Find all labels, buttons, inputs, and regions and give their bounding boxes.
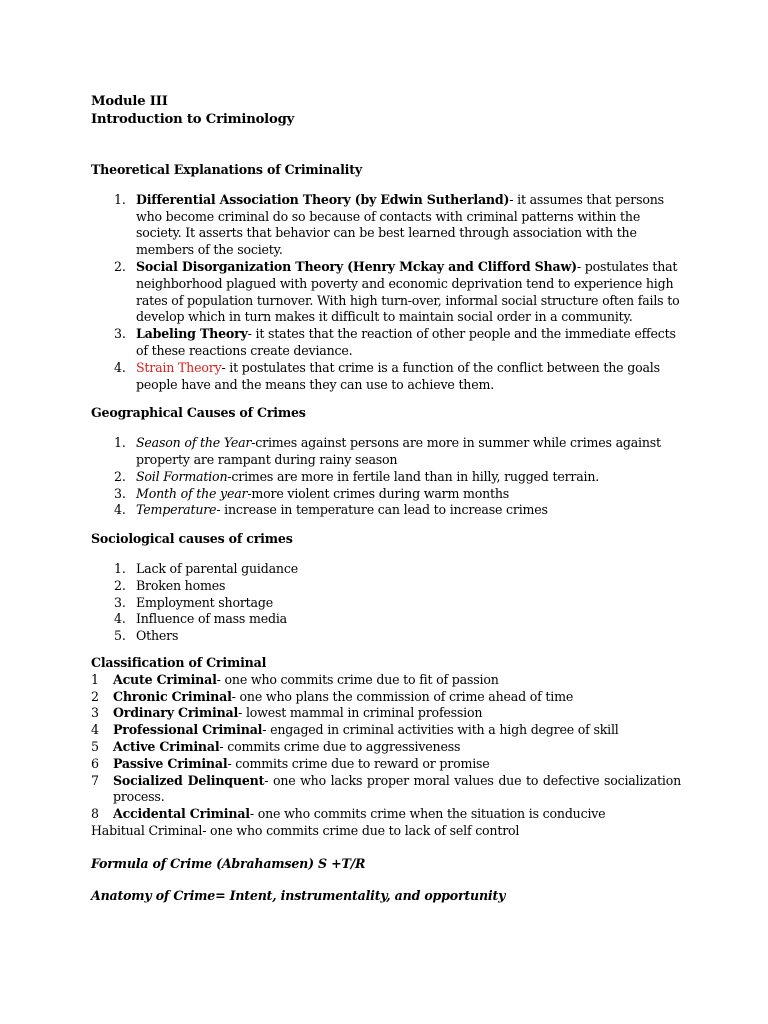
theory-term-highlighted: Strain Theory <box>136 359 222 375</box>
criminal-desc: - one who commits crime when the situation is conducive <box>249 806 606 822</box>
list-item <box>91 360 681 394</box>
item-number: 2. <box>114 258 126 274</box>
cause-term: Soil Formation <box>136 468 228 484</box>
item-number: 4. <box>114 359 126 375</box>
list-item-first-line <box>91 773 681 790</box>
item-number: 3. <box>114 326 126 342</box>
item-number: 4 <box>91 722 99 738</box>
list-item <box>91 806 681 823</box>
item-text: Employment shortage <box>136 594 273 610</box>
item-number: 2. <box>114 577 126 593</box>
item-text: Broken homes <box>136 577 226 593</box>
criminal-desc: - one who plans the commission of crime ahead of time <box>231 688 574 704</box>
theory-term: Social Disorganization Theory ( <box>136 258 353 274</box>
criminal-desc: - one who commits crime due to fit of passion <box>216 671 499 687</box>
list-item <box>91 435 681 469</box>
item-text: Influence of mass media <box>136 611 287 627</box>
criminal-desc: - commits crime due to aggressiveness <box>219 738 461 754</box>
item-number: 1. <box>114 191 126 207</box>
list-item <box>91 628 681 645</box>
criminal-desc: - lowest mammal in criminal profession <box>238 705 483 721</box>
item-number: 5. <box>114 628 126 644</box>
criminal-desc: - one who lacks proper moral values due to defective socialization <box>264 772 682 788</box>
criminal-desc: - engaged in criminal activities with a high degree of skill <box>262 722 619 738</box>
item-text: Lack of parental guidance <box>136 560 298 576</box>
theory-term: Labeling Theory <box>136 326 248 342</box>
list-item <box>91 672 681 689</box>
criminal-type: Accidental Criminal <box>113 806 250 822</box>
item-number: 3. <box>114 594 126 610</box>
list-item <box>91 578 681 595</box>
module-title: Module III <box>91 94 168 109</box>
criminal-type: Socialized Delinquent <box>113 772 265 788</box>
list-item <box>91 326 681 360</box>
criminal-type: Passive Criminal <box>113 755 228 771</box>
item-number: 1. <box>114 435 126 451</box>
criminal-type: Active Criminal <box>113 738 220 754</box>
item-number: 3. <box>114 485 126 501</box>
item-number: 1 <box>91 671 99 687</box>
item-number: 4. <box>114 502 126 518</box>
theory-close: ) <box>503 191 510 207</box>
cause-desc: -crimes against persons are more in summer while crimes against property are rampant during rainy season <box>136 435 661 467</box>
cause-term: Season of the Year <box>136 435 252 451</box>
anatomy-of-crime: Anatomy of Crime= Intent, instrumentality, and opportunity <box>91 888 506 904</box>
list-item <box>91 486 681 503</box>
theory-author: by Edwin Sutherland <box>360 191 504 207</box>
geographical-heading: Geographical Causes of Crimes <box>91 405 306 421</box>
theoretical-heading: Theoretical Explanations of Criminality <box>91 162 362 177</box>
theory-author: Henry Mckay and Clifford Shaw <box>352 258 572 274</box>
list-item <box>91 595 681 612</box>
list-item <box>91 689 681 706</box>
list-item <box>91 773 681 807</box>
criminal-type: Ordinary Criminal <box>113 705 239 721</box>
criminal-type: Professional Criminal <box>113 722 263 738</box>
item-number: 2. <box>114 468 126 484</box>
item-number: 1. <box>114 560 126 576</box>
theory-desc: - it states that the reaction of other people and the immediate effects of these reactions create deviance. <box>136 326 676 358</box>
theory-desc: - it postulates that crime is a function of the conflict between the goals people have and the means they can use to achieve them. <box>136 359 660 392</box>
theory-desc: - postulates that neighborhood plagued with poverty and economic deprivation tend to experience high rates of population turnover. With high turn-over, informal social structure often fails to develop which in turn makes it difficult to maintain social order in a community. <box>136 258 680 325</box>
list-item <box>91 722 681 739</box>
criminal-desc-continued: process. <box>113 789 165 805</box>
item-number: 8 <box>91 806 99 822</box>
theory-list <box>91 192 681 394</box>
list-item <box>91 502 681 519</box>
item-text: Others <box>136 628 179 644</box>
sociological-heading: Sociological causes of crimes <box>91 531 293 547</box>
cause-desc: - increase in temperature can lead to increase crimes <box>216 502 548 518</box>
classification-heading: Classification of Criminal <box>91 654 267 670</box>
list-item <box>91 705 681 722</box>
item-number: 3 <box>91 705 99 721</box>
cause-term: Temperature <box>136 502 217 518</box>
document-title <box>91 93 681 129</box>
item-number: 7 <box>91 772 99 788</box>
subject-title: Introduction to Criminology <box>91 112 295 127</box>
cause-term: Month of the year <box>136 485 248 501</box>
list-item <box>91 739 681 756</box>
geographical-list <box>91 435 681 519</box>
item-number: 2 <box>91 688 99 704</box>
classification-list <box>91 672 681 840</box>
item-number: 6 <box>91 755 99 771</box>
cause-desc: -crimes are more in fertile land than in hilly, rugged terrain. <box>227 468 600 484</box>
document-page <box>91 93 681 905</box>
item-number: 5 <box>91 738 99 754</box>
criminal-type: Chronic Criminal <box>113 688 232 704</box>
list-item <box>91 469 681 486</box>
sociological-list <box>91 561 681 645</box>
criminal-type: Acute Criminal <box>113 671 217 687</box>
criminal-desc: - commits crime due to reward or promise <box>227 755 490 771</box>
crime-formula: Formula of Crime (Abrahamsen) S +T/R <box>91 855 366 871</box>
habitual-criminal-line: Habitual Criminal- one who commits crime due to lack of self control <box>91 822 520 838</box>
item-number: 4. <box>114 611 126 627</box>
cause-desc: -more violent crimes during warm months <box>247 485 510 501</box>
list-item <box>91 756 681 773</box>
theory-close: ) <box>571 258 577 274</box>
list-item <box>91 561 681 578</box>
theory-term: Differential Association Theory ( <box>136 191 361 207</box>
list-item <box>91 259 681 326</box>
theory-desc: - it assumes that persons who become criminal do so because of contacts with criminal patterns within the society. It asserts that behavior can be best learned through association with the members of the society. <box>136 191 664 258</box>
list-item <box>91 192 681 259</box>
list-item <box>91 611 681 628</box>
